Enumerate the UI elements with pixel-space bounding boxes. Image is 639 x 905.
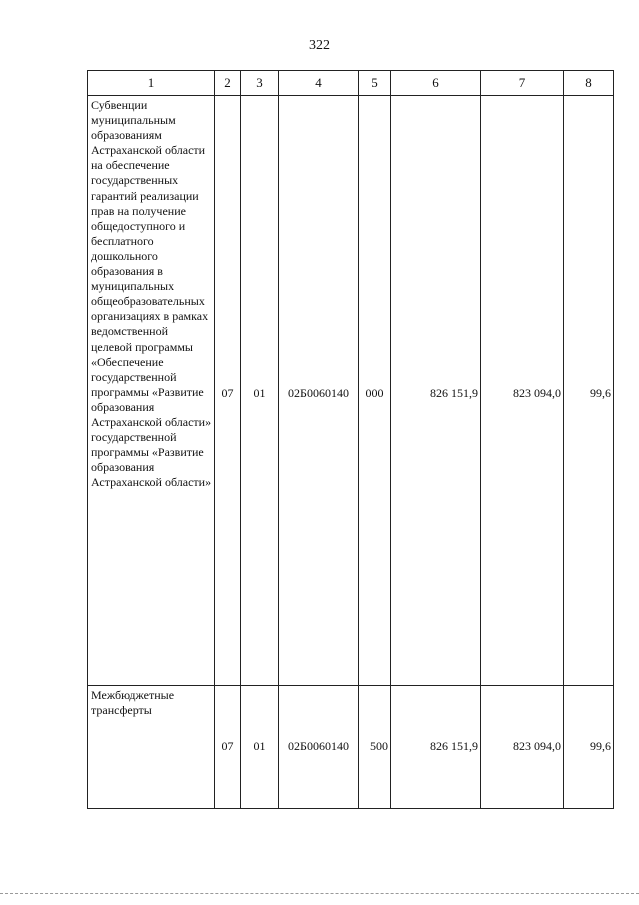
cell-text: 000 [365,386,384,400]
page-number: 322 [309,38,330,53]
cell-percent [564,96,614,686]
cell-text: 02Б0060140 [288,386,349,400]
cell-planned [391,686,481,809]
header-col-5: 5 [359,71,391,96]
row-description [88,96,215,686]
description-text: Субвенции муниципальным образованиям Астраханской области на обеспечение государственных гарантий реализации прав на получение общедоступного и бесплатного дошкольного образования в муниципальных общеобразовательных организациях в рамках ведомственной целевой программы «Обеспечение государственной программы «Развитие образования Астраханской области» государственной программы «Развитие образования Астраханской области» [91,98,212,490]
cell-text: 07 [221,739,234,753]
cell-text: 823 094,0 [513,386,561,400]
cell-text: 07 [221,386,234,400]
cell-text: 99,6 [590,386,611,400]
description-text: Межбюджетные трансферты [91,688,175,718]
cell-subsection [241,686,279,809]
table-row [88,686,614,809]
table-header-row [88,71,614,96]
header-col-2: 2 [215,71,241,96]
cell-percent [564,686,614,809]
cell-text: 01 [253,386,266,400]
budget-table [87,70,614,809]
cell-text: 99,6 [590,739,611,753]
cell-planned [391,96,481,686]
header-col-4: 4 [279,71,359,96]
header-col-8: 8 [564,71,614,96]
header-col-3: 3 [241,71,279,96]
cell-section [215,96,241,686]
cell-section [215,686,241,809]
cell-target-code [279,686,359,809]
cell-text: 02Б0060140 [288,739,349,753]
cell-expense-type [359,686,391,809]
cell-text: 823 094,0 [513,739,561,753]
table-row [88,96,614,686]
cell-text: 01 [253,739,266,753]
cell-target-code [279,96,359,686]
cell-actual [481,96,564,686]
cell-expense-type [359,96,391,686]
page-bottom-divider [0,893,639,894]
cell-text: 500 [370,739,388,753]
header-col-6: 6 [391,71,481,96]
cell-actual [481,686,564,809]
cell-subsection [241,96,279,686]
cell-text: 826 151,9 [430,386,478,400]
header-col-1: 1 [88,71,215,96]
row-description [88,686,215,809]
header-col-7: 7 [481,71,564,96]
cell-text: 826 151,9 [430,739,478,753]
